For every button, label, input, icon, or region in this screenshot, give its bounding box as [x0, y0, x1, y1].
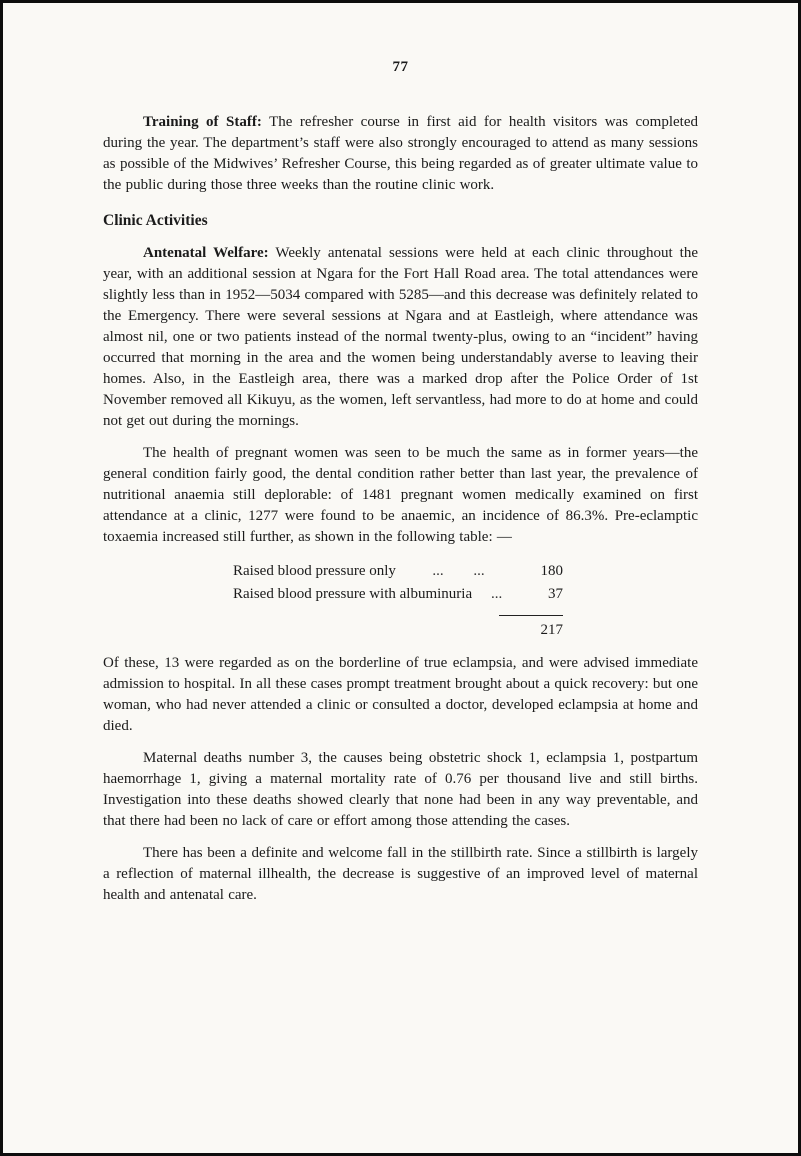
paragraph-training-of-staff — [103, 112, 698, 196]
table-total-row — [233, 615, 563, 639]
training-of-staff-text: The refresher course in first aid for health visitors was completed during the year. The department’s staff were also strongly encouraged to attend as many sessions as possible of the Midwives’ Refresher Course, this being regarded as of greater ultimate value to the public during those three weeks than the routine clinic work. — [103, 114, 699, 193]
paragraph-antenatal-welfare — [103, 243, 698, 432]
antenatal-welfare-text: Weekly antenatal sessions were held at each clinic throughout the year, with an additional session at Ngara for the Fort Hall Road area. The total attendances were slightly less than in 1952—5034 compared with 5285—and this decrease was definitely related to the Emergency. There were several sessions at Ngara and at Eastleigh, where attendance was almost nil, one or two patients instead of the normal twenty-plus, owing to an “incident” having occurred that morning in the area and the women being understandably averse to leaving their homes. Also, in the Eastleigh area, there was a marked drop after the Police Order of 1st November removed all Kikuyu, as the women, left servantless, had more to do at home and could not get out during the mornings. — [103, 245, 699, 429]
leader-dots: ... — [490, 586, 503, 602]
paragraph-health-of-pregnant-women: The health of pregnant women was seen to be much the same as in former years—the general condition fairly good, the dental condition rather better than last year, the prevalence of nutritional anaemia still deplorable: of 1481 pregnant women medically examined on first attendance at a clinic, 1277 were found to be anaemic, an incidence of 86.3%. Pre-eclamptic toxaemia increased still further, as shown in the following table: — — [103, 445, 698, 545]
paragraph-stillbirth-rate: There has been a definite and welcome fall in the stillbirth rate. Since a stillbirth is largely a reflection of maternal illhealth, the decrease is suggestive of an improved level of maternal health and antenatal care. — [103, 845, 698, 903]
row-label: Raised blood pressure with albuminuria — [233, 586, 473, 602]
blood-pressure-table — [233, 560, 563, 639]
training-of-staff-lead: Training of Staff: — [143, 114, 262, 130]
page-number: 77 — [392, 59, 409, 75]
table-row — [233, 560, 563, 583]
table-total-value: 217 — [499, 615, 563, 639]
row-label: Raised blood pressure only — [233, 563, 396, 579]
paragraph-eclampsia: Of these, 13 were regarded as on the borderline of true eclampsia, and were advised immediate admission to hospital. In all these cases prompt treatment brought about a quick recovery: but one woman, who had never attended a clinic or consulted a doctor, developed eclampsia at home and died. — [103, 655, 698, 734]
heading-clinic-activities: Clinic Activities — [103, 212, 208, 229]
leader-dots: ... ... — [432, 563, 485, 579]
paragraph-maternal-deaths: Maternal deaths number 3, the causes being obstetric shock 1, eclampsia 1, postpartum haemorrhage 1, giving a maternal mortality rate of 0.76 per thousand live and still births. Investigation into these deaths showed clearly that none had been in any way preventable, and that there had been no lack of care or effort among those attending the cases. — [103, 750, 698, 829]
antenatal-welfare-lead: Antenatal Welfare: — [143, 245, 269, 261]
row-value: 37 — [548, 586, 563, 602]
table-row — [233, 583, 563, 606]
row-value: 180 — [540, 563, 563, 579]
